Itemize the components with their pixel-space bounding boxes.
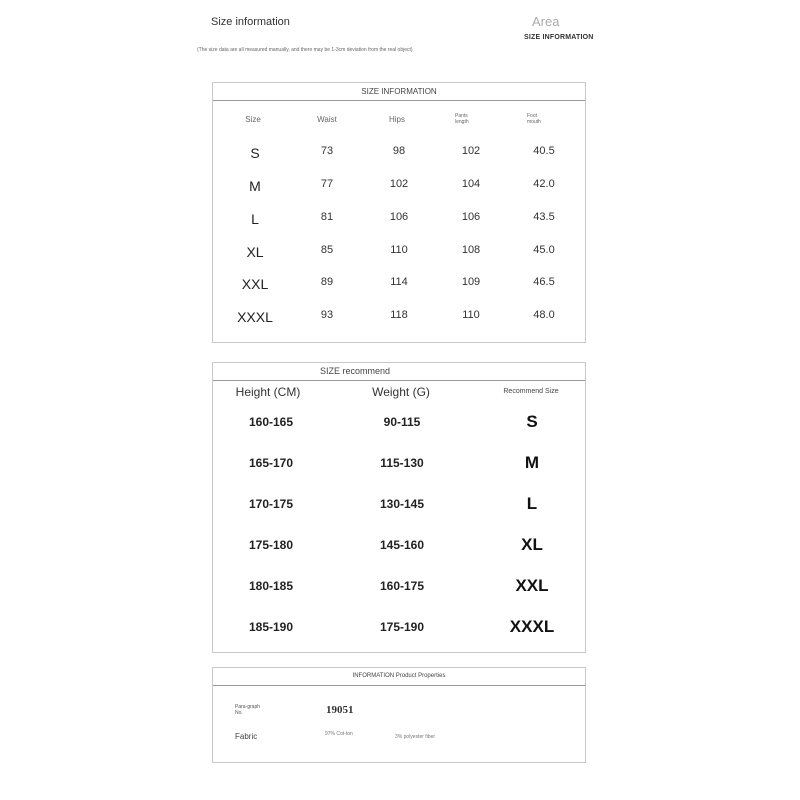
measurement-note: (The size data are all measured manually, and there may be 1-3cm deviation from the real object) xyxy=(197,47,413,53)
weight-cell: 115-130 xyxy=(380,456,424,470)
size-cell: XL xyxy=(246,244,264,260)
measurement-cell: 110 xyxy=(390,244,408,256)
column-header-weight: Weight (G) xyxy=(372,385,430,399)
area-subtitle: SIZE INFORMATION xyxy=(524,34,594,41)
size-recommend-heading: SIZE recommend xyxy=(213,363,585,381)
measurement-cell: 98 xyxy=(392,145,406,157)
recommend-size-cell: S xyxy=(526,412,538,431)
fabric-cotton: 97% Cot-ton xyxy=(325,731,353,737)
measurement-cell: 73 xyxy=(320,145,334,157)
measurement-cell: 109 xyxy=(461,276,481,288)
column-header-waist: Waist xyxy=(317,115,337,124)
paragraph-number-label: Para-graph No. xyxy=(235,704,261,716)
height-cell: 160-165 xyxy=(248,415,294,429)
recommend-size-cell: M xyxy=(524,453,540,472)
weight-cell: 145-160 xyxy=(379,538,425,552)
measurement-cell: 118 xyxy=(390,309,408,321)
column-header-foot-mouth: Foot mouth xyxy=(527,113,541,125)
measurement-cell: 106 xyxy=(389,211,409,223)
measurement-cell: 85 xyxy=(320,244,334,256)
measurement-cell: 42.0 xyxy=(533,178,555,190)
weight-cell: 130-145 xyxy=(379,497,425,511)
measurement-cell: 77 xyxy=(320,178,334,190)
height-cell: 170-175 xyxy=(248,497,294,511)
height-cell: 185-190 xyxy=(248,620,294,634)
size-cell: XXL xyxy=(241,276,269,292)
measurement-cell: 104 xyxy=(461,178,481,190)
size-recommend-table xyxy=(212,362,586,653)
weight-cell: 175-190 xyxy=(379,620,425,634)
measurement-cell: 114 xyxy=(390,276,408,288)
size-cell: L xyxy=(251,211,259,227)
fabric-label: Fabric xyxy=(235,732,258,741)
page-title: Size information xyxy=(211,16,290,28)
measurement-cell: 108 xyxy=(461,244,481,256)
size-cell: XXXL xyxy=(237,309,273,325)
measurement-cell: 89 xyxy=(320,276,334,288)
measurement-cell: 40.5 xyxy=(533,145,555,157)
size-information-heading: SIZE INFORMATION xyxy=(213,83,585,101)
height-cell: 180-185 xyxy=(248,579,294,593)
height-cell: 165-170 xyxy=(248,456,294,470)
measurement-cell: 81 xyxy=(320,211,334,223)
measurement-cell: 46.5 xyxy=(533,276,555,288)
measurement-cell: 93 xyxy=(320,309,334,321)
measurement-cell: 110 xyxy=(462,309,480,321)
height-cell: 175-180 xyxy=(248,538,294,552)
measurement-cell: 43.5 xyxy=(533,211,555,223)
measurement-cell: 106 xyxy=(461,211,481,223)
measurement-cell: 102 xyxy=(389,178,409,190)
column-header-height: Height (CM) xyxy=(235,385,301,399)
product-properties-panel xyxy=(212,667,586,763)
measurement-cell: 48.0 xyxy=(533,309,555,321)
area-label: Area xyxy=(532,14,560,29)
size-cell: M xyxy=(249,178,261,194)
product-properties-heading: INFORMATION Product Properties xyxy=(213,668,585,686)
column-header-size: Size xyxy=(245,115,261,124)
recommend-size-cell: XL xyxy=(521,535,543,554)
column-header-hips: Hips xyxy=(388,115,406,124)
column-header-pants-length: Pants length xyxy=(455,113,469,125)
size-cell: S xyxy=(250,145,260,161)
recommend-size-cell: XXXL xyxy=(509,617,555,636)
weight-cell: 90-115 xyxy=(383,415,421,429)
column-header-recommend-size: Recommend Size xyxy=(503,388,559,395)
recommend-size-cell: XXL xyxy=(515,576,549,595)
weight-cell: 160-175 xyxy=(379,579,425,593)
measurement-cell: 102 xyxy=(461,145,481,157)
recommend-size-cell: L xyxy=(526,494,538,513)
paragraph-number-value: 19051 xyxy=(326,704,354,716)
measurement-cell: 45.0 xyxy=(533,244,555,256)
fabric-polyester: 3% polyester fiber xyxy=(395,734,436,740)
size-information-table xyxy=(212,82,586,343)
